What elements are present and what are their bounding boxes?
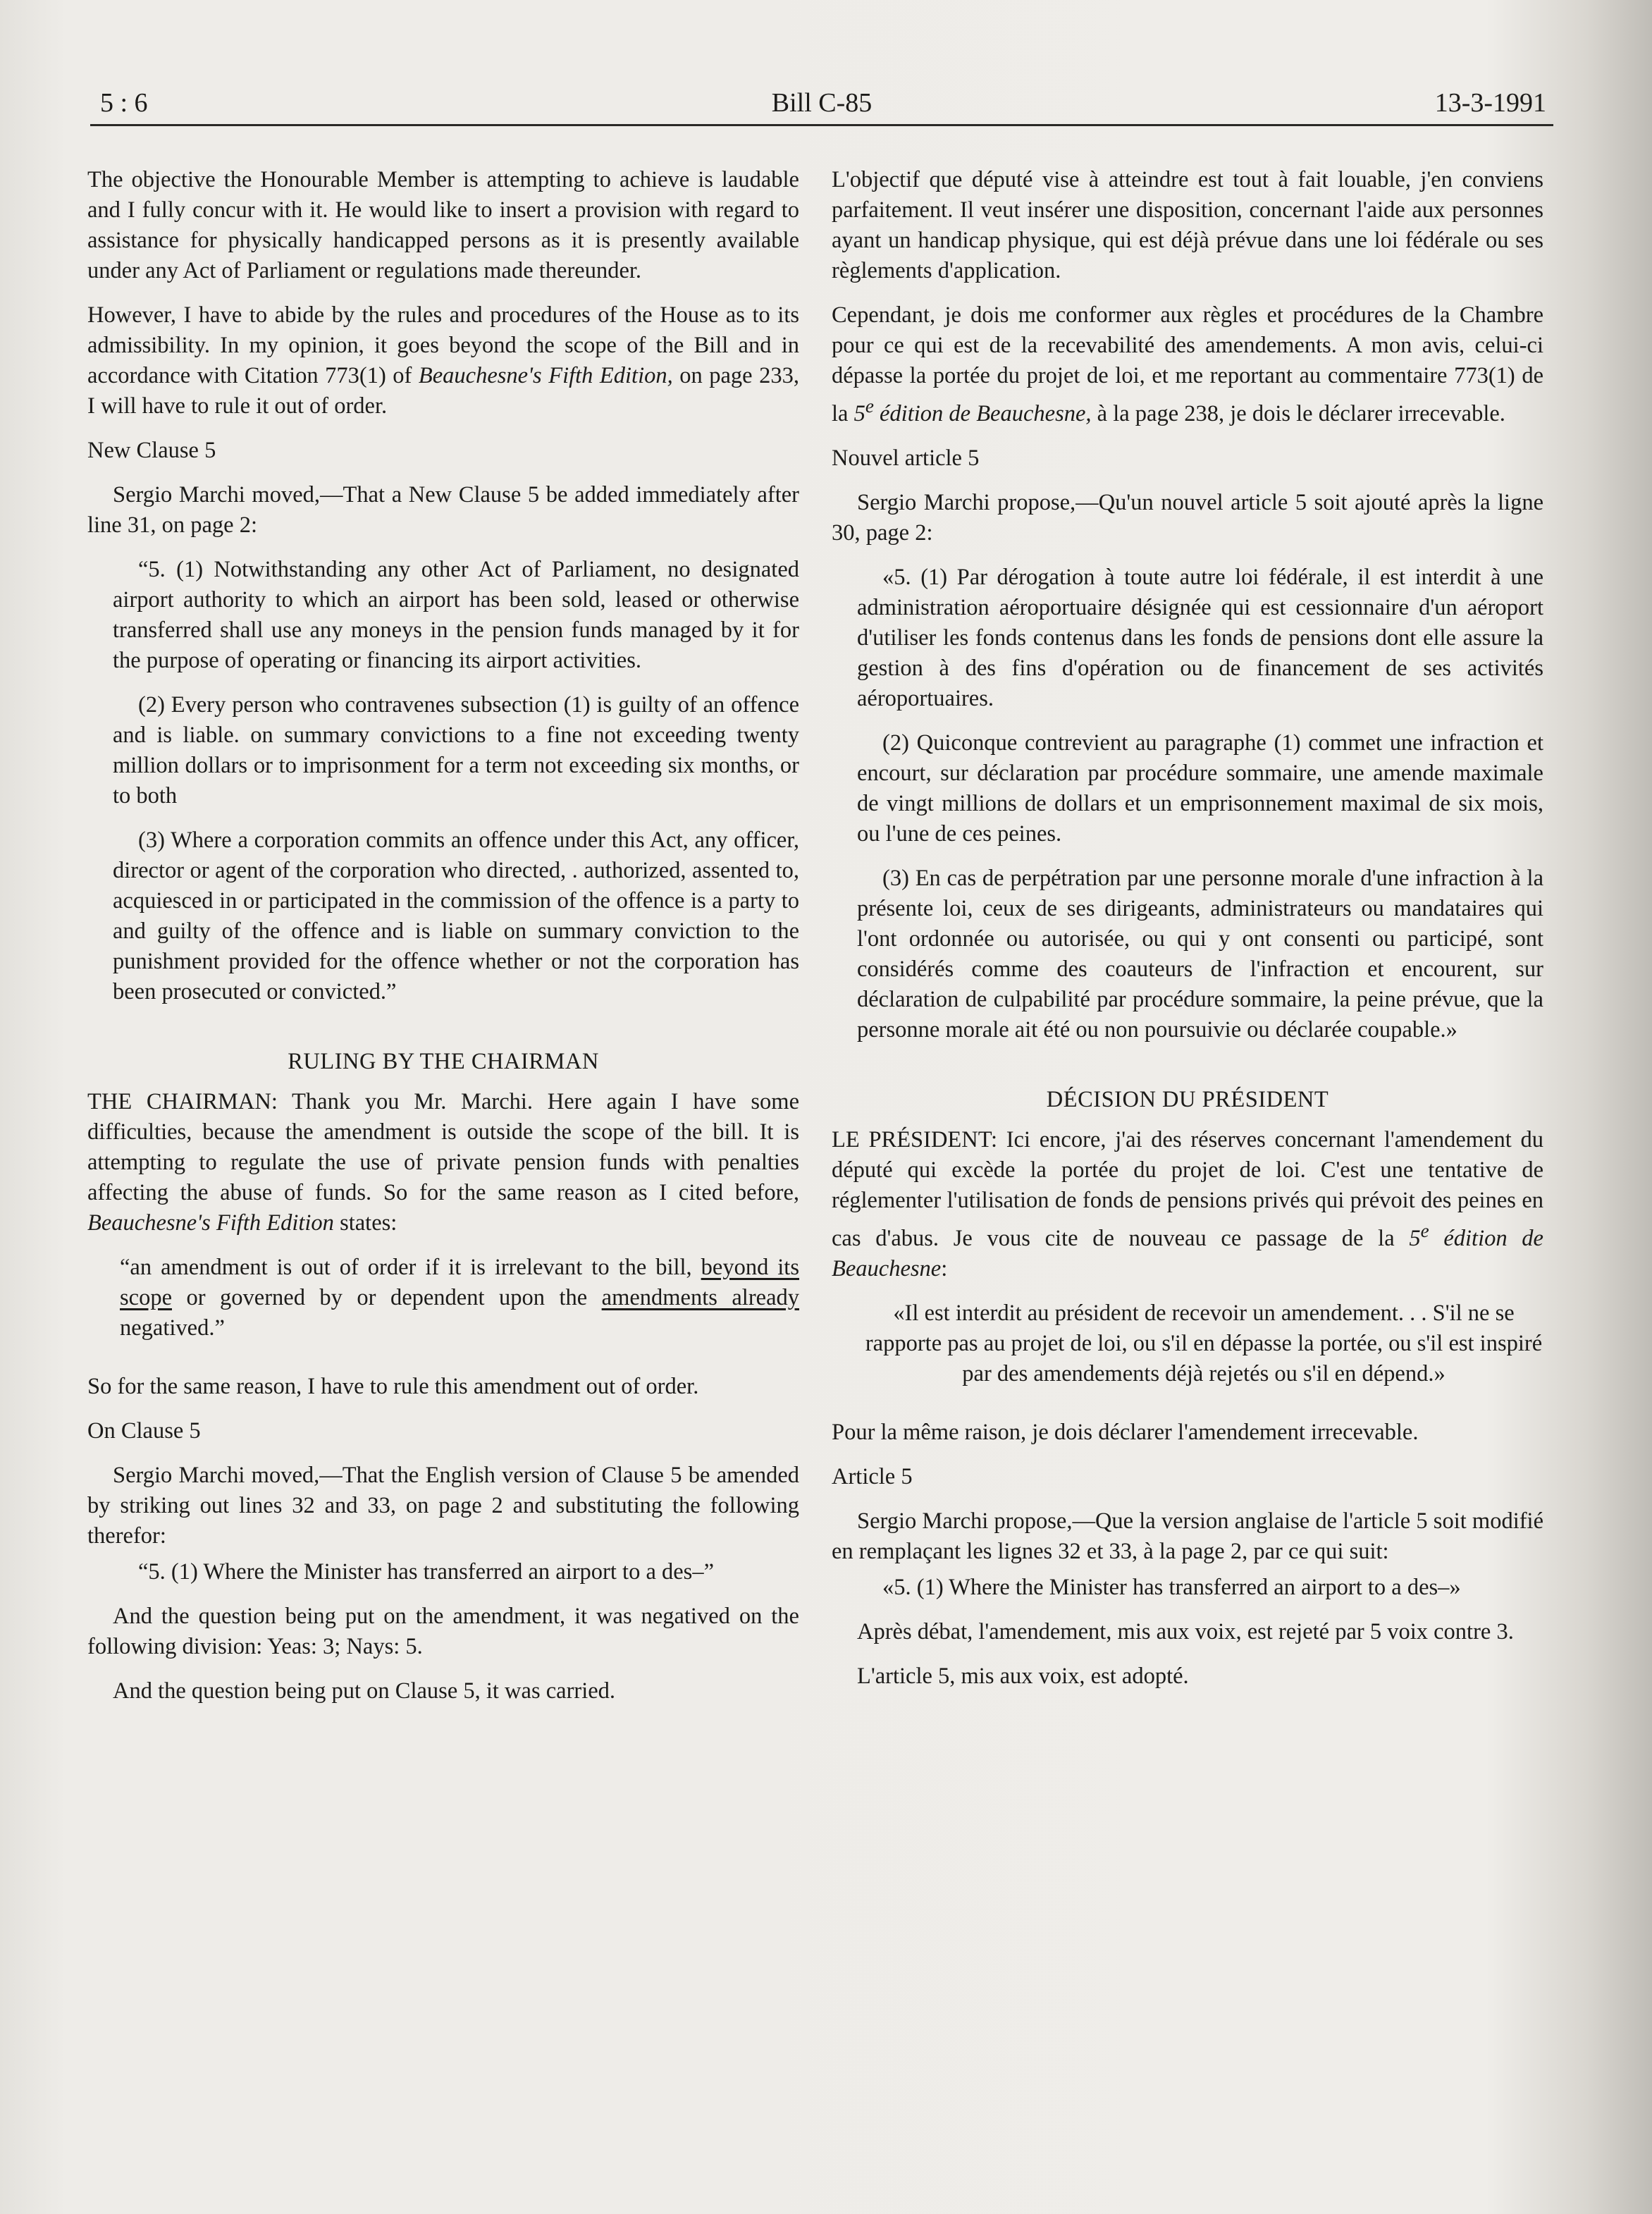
motion-paragraph: Sergio Marchi propose,—Que la version anglaise de l'article 5 soit modifié en remplaçant les lignes 32 et 33, à la page 2, par ce qui suit: — [832, 1508, 1543, 1564]
paragraph: And the question being put on Clause 5, it was carried. — [113, 1678, 616, 1704]
english-column — [87, 165, 799, 1721]
quoted-clause: (2) Every person who contravenes subsection (1) is guilty of an offence and is liable. on summary convictions to a fine not exceeding twenty million dollars or to imprisonment for a term not exceeding six months, or to both — [113, 692, 799, 808]
citation-title: 5e édition de Beauchesne, — [853, 395, 1092, 426]
quoted-clause: «5. (1) Par dérogation à toute autre loi fédérale, il est interdit à une administration aéroportuaire désignée qui est cessionnaire d'un aéroport d'utiliser les fonds contenus dans les fonds de pensions dont elle assure la gestion à des fins d'opération ou de financement de ses activités aéroportuaires. — [857, 564, 1543, 711]
paragraph: Pour la même raison, je dois déclarer l'amendement irrecevable. — [832, 1419, 1419, 1445]
citation-title: 5e édition de Beauchesne — [832, 1219, 1543, 1281]
underlined-text: beyond its scope — [120, 1255, 799, 1310]
section-heading: Nouvel article 5 — [832, 445, 980, 471]
text-run: states: — [333, 1210, 397, 1236]
text-run: “an amendment is out of order if it is irrelevant to the bill, — [120, 1255, 701, 1280]
block-quote: «Il est interdit au président de recevoir un amendement. . . S'il ne se rapporte pas au projet de loi, ou s'il en dépasse la portée, ou s'il est inspiré par des amendements déjà rejetés ou s'il en dépend.» — [865, 1300, 1543, 1386]
text-run: : — [941, 1255, 948, 1281]
paragraph: L'article 5, mis aux voix, est adopté. — [857, 1663, 1189, 1689]
ruling-heading: DÉCISION DU PRÉSIDENT — [1046, 1086, 1329, 1112]
ruling-heading: RULING BY THE CHAIRMAN — [288, 1049, 599, 1074]
paragraph — [832, 300, 1543, 429]
text-run: LE PRÉSIDENT: Ici encore, j'ai des réserves concernant l'amendement du député qui excède la portée du projet de loi. C'est une tentative de réglementer l'utilisation de fonds de pensions privés qui prévoit des peines en cas d'abus. Je vous cite de nouveau ce passage de la — [832, 1126, 1543, 1251]
section-heading: Article 5 — [832, 1463, 913, 1489]
motion-paragraph: Sergio Marchi propose,—Qu'un nouvel article 5 soit ajouté après la ligne 30, page 2: — [832, 489, 1543, 546]
quoted-clause: (3) Where a corporation commits an offence under this Act, any officer, director or agent of the corporation who directed, . authorized, assented to, acquiesced in or participated in the commission of the offence is a party to and guilty of the offence and is liable on summary conviction to the punishment provided for the offence whether or not the corporation has been prosecuted or convicted.” — [113, 828, 799, 1004]
text-run: or governed by or dependent upon the — [172, 1285, 602, 1310]
quoted-clause: (3) En cas de perpétration par une personne morale d'une infraction à la présente loi, ceux de ses dirigeants, administrateurs ou mandataires qui l'ont ordonnée ou autorisée, ou qui y ont consenti ou participé, sont considérés comme des coauteurs de l'infraction et encourent, sur déclaration de culpabilité par procédure sommaire, la peine prévue, que la personne morale ait été ou non poursuivie ou déclarée coupable.» — [857, 865, 1543, 1043]
paragraph — [87, 300, 799, 422]
quoted-clause: (2) Quiconque contrevient au paragraphe (1) commet une infraction et encourt, sur déclaration par procédure sommaire, une amende maximale de vingt millions de dollars et un emprisonnement maximal de six mois, ou l'une de ces peines. — [857, 730, 1543, 847]
section-heading: New Clause 5 — [87, 438, 216, 463]
block-quote — [87, 1253, 799, 1343]
header-date: 13-3-1991 — [1434, 88, 1546, 118]
text-run: à la page 238, je dois le déclarer irrecevable. — [1091, 400, 1505, 426]
text-run: on page 233, I will have to rule it out of order. — [87, 363, 799, 419]
quoted-clause: «5. (1) Where the Minister has transferred an airport to a des–» — [882, 1574, 1461, 1600]
text-run: Cependant, je dois me conformer aux règles et procédures de la Chambre pour ce qui est de la recevabilité des amendements. A mon avis, celui-ci dépasse la portée du projet de loi, et me reportant au commentaire 773(1) de la — [832, 302, 1543, 426]
paragraph — [87, 1087, 799, 1238]
text-run: However, I have to abide by the rules and procedures of the House as to its admissibility. In my opinion, it goes beyond the scope of the Bill and in accordance with Citation 773(1) of — [87, 302, 799, 388]
french-column — [832, 165, 1543, 1706]
citation-title: Beauchesne's Fifth Edition, — [418, 363, 673, 388]
paragraph: The objective the Honourable Member is attempting to achieve is laudable and I fully concur with it. He would like to insert a provision with regard to assistance for physically handicapped persons as it is presently available under any Act of Parliament or regulations made thereunder. — [87, 167, 799, 283]
quoted-clause: “5. (1) Notwithstanding any other Act of Parliament, no designated airport authority to which an airport has been sold, leased or otherwise transferred shall use any moneys in the pension funds managed by it for the purpose of operating or financing its airport activities. — [113, 557, 799, 673]
page-number: 5 : 6 — [100, 88, 148, 118]
motion-paragraph: Sergio Marchi moved,—That a New Clause 5 be added immediately after line 31, on page 2: — [87, 482, 799, 538]
section-heading: On Clause 5 — [87, 1418, 201, 1444]
paragraph: Après débat, l'amendement, mis aux voix, est rejeté par 5 voix contre 3. — [857, 1618, 1514, 1644]
paragraph — [832, 1125, 1543, 1284]
citation-title: Beauchesne's Fifth Edition — [87, 1210, 334, 1236]
text-run: THE CHAIRMAN: Thank you Mr. Marchi. Here again I have some difficulties, because the amendment is outside the scope of the bill. It is attempting to regulate the use of private pension funds with penalties affecting the abuse of funds. So for the same reason as I cited before, — [87, 1089, 799, 1205]
motion-paragraph: Sergio Marchi moved,—That the English version of Clause 5 be amended by striking out lines 32 and 33, on page 2 and substituting the following therefor: — [87, 1463, 799, 1549]
text-run: negatived.” — [120, 1315, 225, 1341]
underlined-text: amendments already — [601, 1285, 800, 1310]
paragraph: L'objectif que député vise à atteindre est tout à fait louable, j'en conviens parfaitement. Il veut insérer une disposition, concernant l'aide aux personnes ayant un handicap physique, qui est déjà prévue dans une loi fédérale ou ses règlements d'application. — [832, 167, 1543, 283]
paragraph: And the question being put on the amendment, it was negatived on the following division: Yeas: 3; Nays: 5. — [87, 1604, 799, 1659]
bill-title: Bill C-85 — [771, 88, 873, 118]
paragraph: So for the same reason, I have to rule this amendment out of order. — [87, 1374, 699, 1399]
quoted-clause: “5. (1) Where the Minister has transferred an airport to a des–” — [138, 1559, 714, 1585]
page-header — [90, 83, 1553, 126]
